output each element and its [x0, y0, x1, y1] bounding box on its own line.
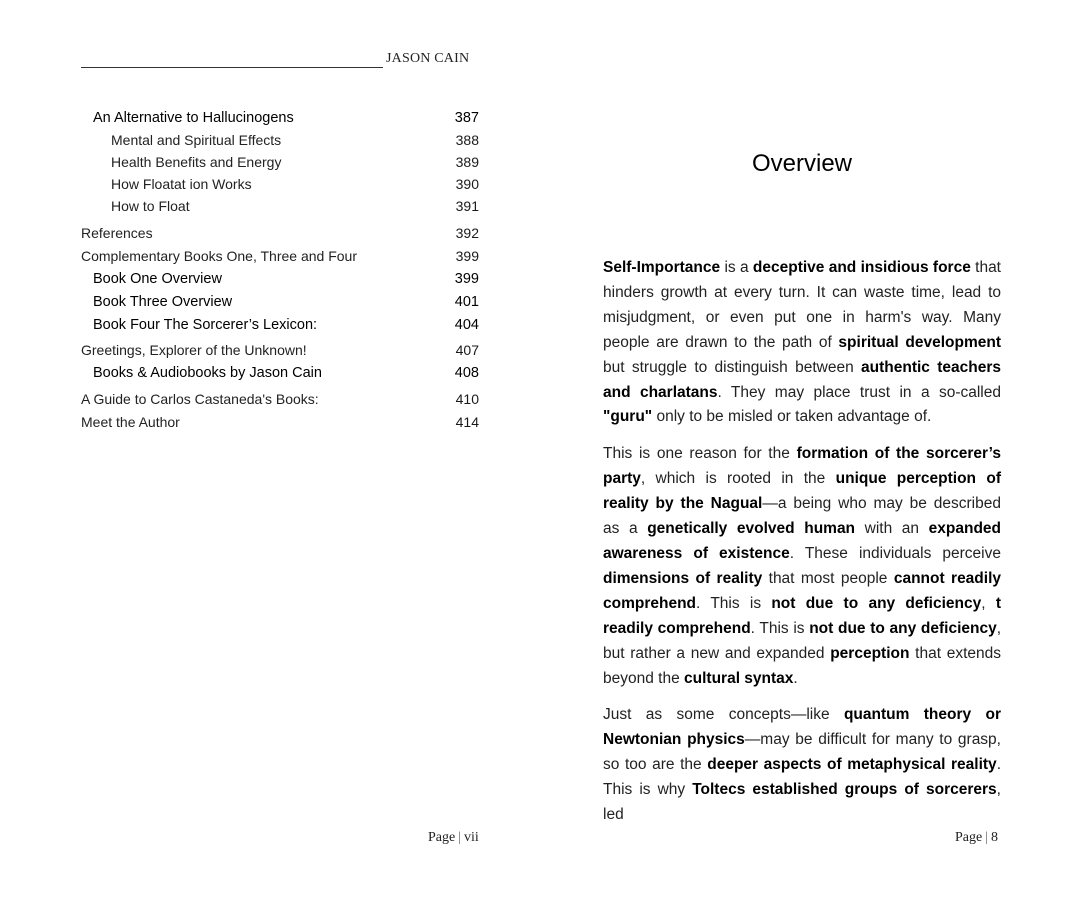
toc-entry[interactable] [81, 248, 479, 264]
toc-entry[interactable] [81, 342, 479, 358]
plain-text: that most people [762, 569, 894, 587]
toc-entry[interactable] [81, 110, 479, 126]
toc-entry-label: A Guide to Carlos Castaneda's Books: [81, 391, 319, 407]
toc-entry-page: 388 [455, 132, 479, 148]
body-text [603, 256, 1001, 840]
toc-entry-page: 410 [455, 391, 479, 407]
emphasis-text: "guru" [603, 408, 653, 426]
emphasis-text: authentic teachers and charlatans [603, 358, 1002, 401]
emphasis-text: not due to any deficiency [771, 594, 982, 612]
plain-text: . They may place trust in a so-called [717, 383, 1001, 401]
toc-entry-label: Book One Overview [93, 271, 222, 287]
plain-text: but struggle to distinguish between [603, 358, 862, 376]
toc-entry-label: Book Four The Sorcerer’s Lexicon: [93, 317, 318, 333]
footer-prefix: Page [955, 830, 983, 845]
toc-entry-page: 389 [455, 154, 479, 170]
footer-separator: | [985, 830, 989, 845]
toc-entry-page: 404 [454, 317, 479, 333]
toc-entry-label: How Floatat ion Works [111, 176, 252, 192]
header-rule [81, 67, 383, 68]
toc-entry-page: 391 [455, 198, 479, 214]
right-page [540, 0, 1080, 900]
plain-text: This is one reason for the [603, 445, 797, 463]
plain-text: . This is [750, 619, 810, 637]
toc-entry-label: Book Three Overview [93, 294, 233, 310]
emphasis-text: t readily comprehend [603, 594, 1002, 637]
toc-entry[interactable] [81, 198, 479, 214]
toc-entry-page: 399 [454, 271, 479, 287]
plain-text: . This is [696, 594, 772, 612]
emphasis-text: deceptive and insidious force [752, 259, 971, 276]
plain-text: —a being who may be described as a [603, 495, 1001, 538]
emphasis-text: genetically evolved human [647, 520, 856, 538]
footer-separator: | [458, 830, 462, 845]
footer-number: vii [464, 830, 479, 845]
toc-entry[interactable] [81, 271, 479, 287]
toc-entry[interactable] [81, 365, 479, 381]
emphasis-text: cannot readily comprehend [603, 569, 1002, 612]
toc-entry-page: 414 [455, 414, 479, 430]
emphasis-text: formation of the sorcerer’s party [603, 445, 1001, 488]
toc-entry-label: Greetings, Explorer of the Unknown! [81, 342, 307, 358]
plain-text: that hinders growth at every turn. It can waste time, lead to misjudgment, or even put one in harm's way. Many people are drawn to the path of [603, 259, 1001, 351]
toc-entry-page: 390 [455, 176, 479, 192]
toc-entry-label: Meet the Author [81, 414, 180, 430]
emphasis-text: unique perception of reality by the Nagual [603, 470, 1002, 513]
emphasis-text: cultural syntax [684, 669, 794, 687]
footer-page-number-right [955, 830, 998, 846]
toc-entry-page: 399 [455, 248, 479, 264]
plain-text: , [981, 594, 996, 612]
toc-entry[interactable] [81, 317, 479, 333]
footer-prefix: Page [428, 830, 456, 845]
plain-text: is a [720, 259, 753, 276]
toc-entry-label: How to Float [111, 198, 190, 214]
plain-text: , led [603, 781, 1001, 824]
plain-text: , but rather a new and expanded [603, 619, 1002, 662]
plain-text: that extends beyond the [603, 644, 1001, 687]
toc-entry-page: 387 [454, 110, 479, 126]
body-paragraph [603, 256, 1001, 430]
toc-entry-label: Mental and Spiritual Effects [111, 132, 282, 148]
emphasis-text: Toltecs established groups of sorcerers [692, 781, 997, 799]
toc-entry[interactable] [81, 154, 479, 170]
footer-number: 8 [991, 830, 999, 845]
plain-text: Just as some concepts—like [603, 706, 844, 724]
body-paragraph [603, 442, 1001, 691]
toc-entry[interactable] [81, 414, 479, 430]
plain-text: —may be difficult for many to grasp, so too are the [603, 731, 1001, 774]
emphasis-text: quantum theory or Newtonian physics [603, 706, 1001, 749]
toc-entry[interactable] [81, 294, 479, 310]
emphasis-text: deeper aspects of metaphysical reality [707, 756, 997, 774]
toc-entry-page: 401 [454, 294, 479, 310]
toc-entry[interactable] [81, 176, 479, 192]
toc-entry[interactable] [81, 132, 479, 148]
plain-text: . [793, 669, 798, 687]
toc-entry-page: 408 [454, 365, 479, 381]
footer-page-number-left [428, 830, 479, 846]
emphasis-text: not due to any deficiency [809, 619, 997, 637]
plain-text: , which is rooted in the [640, 470, 836, 488]
toc-entry-label: Health Benefits and Energy [111, 154, 282, 170]
plain-text: with an [855, 520, 929, 538]
emphasis-text: expanded awareness of existence [603, 520, 1001, 562]
toc-entry-label: Complementary Books One, Three and Four [81, 248, 357, 264]
emphasis-text: Self-Importance [603, 259, 721, 276]
toc-entry-page: 407 [455, 342, 479, 358]
toc-entry[interactable] [81, 225, 479, 241]
plain-text: . This is why [603, 756, 1001, 799]
toc-entry-label: An Alternative to Hallucinogens [93, 110, 294, 126]
toc-entry[interactable] [81, 391, 479, 407]
chapter-title: Overview [751, 150, 853, 177]
body-paragraph [603, 703, 1001, 828]
toc-entry-label: Books & Audiobooks by Jason Cain [93, 365, 322, 381]
emphasis-text: perception [830, 644, 910, 662]
emphasis-text: dimensions of reality [603, 569, 763, 587]
running-header-author: JASON CAIN [386, 51, 470, 66]
plain-text: . These individuals perceive [789, 544, 1001, 562]
emphasis-text: spiritual development [838, 333, 1001, 351]
toc-entry-page: 392 [455, 225, 479, 241]
toc-entry-label: References [81, 225, 153, 241]
plain-text: only to be misled or taken advantage of. [652, 408, 932, 426]
